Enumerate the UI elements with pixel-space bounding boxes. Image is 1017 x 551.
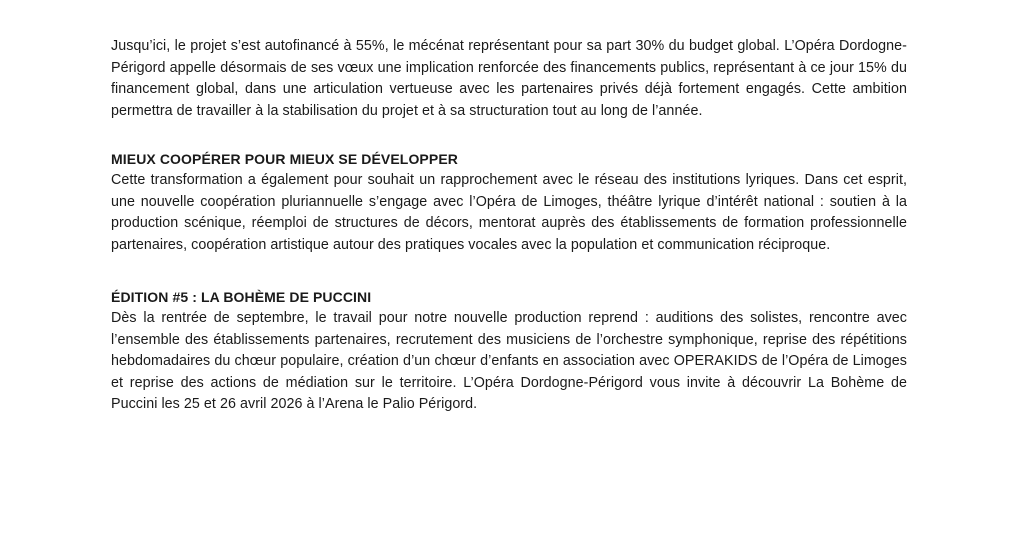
section-body-cooperation: Cette transformation a également pour souhait un rapprochement avec le réseau des institutions lyriques. Dans cet esprit, une nouvelle coopération pluriannuelle s’engage avec l’Opéra de Limoges, théâtre lyrique d’intérêt national : soutien à la production scénique, réemploi de structures de décors, mentorat auprès des établissements de formation professionnelle partenaires, coopération artistique autour des pratiques vocales avec la population et communication réciproque. (111, 172, 907, 253)
intro-paragraph: Jusqu’ici, le projet s’est autofinancé à 55%, le mécénat représentant pour sa part 30% du budget global. L’Opéra Dordogne-Périgord appelle désormais de ses vœux une implication renforcée des financements publics, représentant à ce jour 15% du financement global, dans une articulation vertueuse avec les partenaires privés déjà fortement engagés. Cette ambition permettra de travailler à la stabilisation du projet et à sa structuration tout au long de l’année. (111, 38, 907, 119)
section-edition-5 (111, 287, 907, 416)
section-body-edition-5: Dès la rentrée de septembre, le travail pour notre nouvelle production reprend : auditions des solistes, rencontre avec l’ensemble des établissements partenaires, recrutement des musiciens de l’orchestre symphonique, reprise des répétitions hebdomadaires du chœur populaire, création d’un chœur d’enfants en association avec OPERAKIDS de l’Opéra de Limoges et reprise des actions de médiation sur le territoire. L’Opéra Dordogne-Périgord vous invite à découvrir La Bohème de Puccini les 25 et 26 avril 2026 à l’Arena le Palio Périgord. (111, 310, 907, 412)
document-page (111, 36, 907, 416)
section-cooperation (111, 149, 907, 256)
section-heading-edition-5: ÉDITION #5 : LA BOHÈME DE PUCCINI (111, 289, 372, 305)
section-heading-cooperation: MIEUX COOPÉRER POUR MIEUX SE DÉVELOPPER (111, 151, 458, 167)
